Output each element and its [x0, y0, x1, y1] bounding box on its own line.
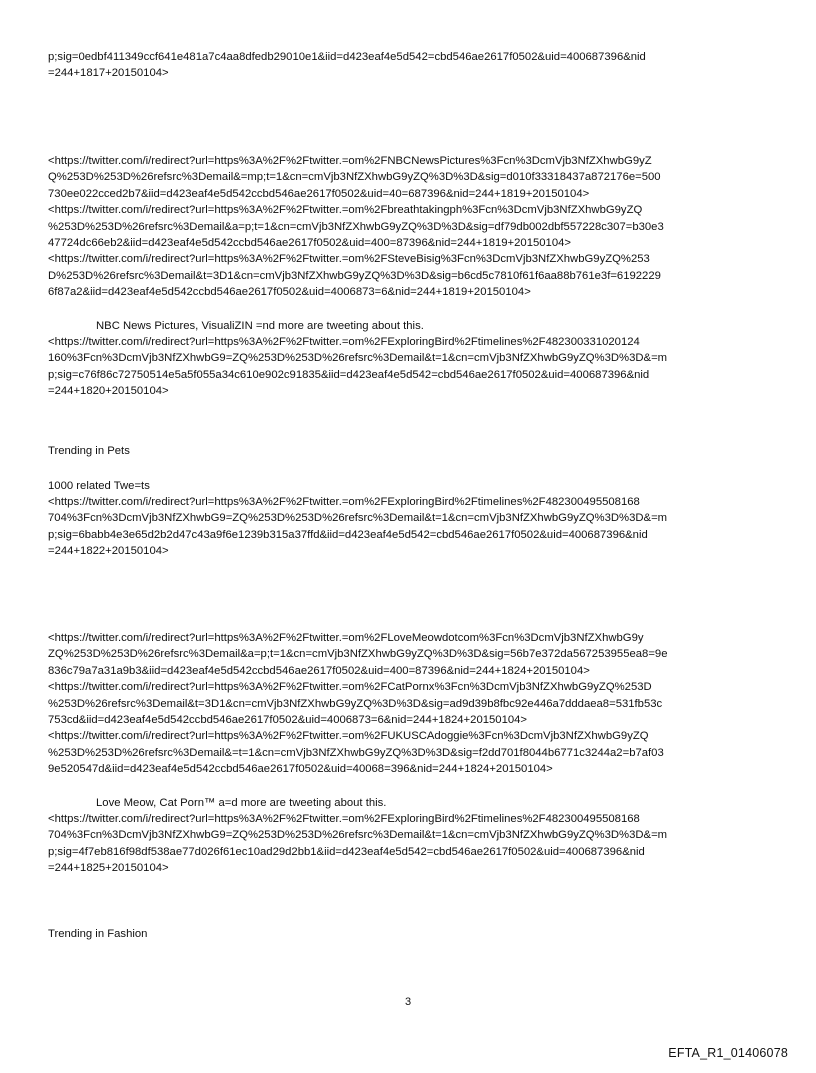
- tweeting-note-2: Love Meow, Cat Porn™ a=d more are tweeting about this.: [96, 797, 387, 809]
- url-block-1: p;sig=0edbf411349ccf641e481a7c4aa8dfedb29010e1&iid=d423eaf4e5d542=cbd546ae2617f0502&uid=400687396&nid =244+1817+20150104>: [48, 51, 646, 80]
- url-block-2-tail: <https://twitter.com/i/redirect?url=https%3A%2F%2Ftwitter.=om%2FExploringBird%2Ftimelines%2F482300331020124 160%3Fcn%3DcmVjb3NfZXhwbG9=ZQ%253D%253D%26refsrc%3Demail&t=1&cn=cmVjb3NfZXhwbG9yZQ%3D%3D&=m p;sig=c76f86c72750514e5a5f055a34c610e902c91835&iid=d423eaf4e5d542=cbd546ae2617f0502&uid=400687396&nid =244+1820+20150104>: [48, 336, 668, 398]
- tweeting-note-1: NBC News Pictures, VisualiZIN =nd more are tweeting about this.: [96, 320, 424, 332]
- url-block-3: <https://twitter.com/i/redirect?url=https%3A%2F%2Ftwitter.=om%2FExploringBird%2Ftimelines%2F482300495508168 704%3Fcn%3DcmVjb3NfZXhwbG9=ZQ%253D%253D%26refsrc%3Demail&t=1&cn=cmVjb3NfZXhwbG9yZQ%3D%3D&=m p;sig=6babb4e3e65d2b2d47c43a9f6e1239b315a37ffd&iid=d423eaf4e5d542=cbd546ae2617f0502&uid=400687396&nid =244+1822+20150104>: [48, 496, 668, 558]
- url-block-2: <https://twitter.com/i/redirect?url=https%3A%2F%2Ftwitter.=om%2FNBCNewsPictures%3Fcn%3DcmVjb3NfZXhwbG9yZ Q%253D%253D%26refsrc%3Demail&=mp;t=1&cn=cmVjb3NfZXhwbG9yZQ%3D%3D&sig=d010f33318437a872176e=500 730ee022cced2b7&iid=d423eaf4e5d542ccbd546ae2617f0502&uid=40=687396&nid=244+1819+20150104> <https://twitter.com/i/redirect?url=https%3A%2F%2Ftwitter.=om%2Fbreathtakingph%3Fcn%3DcmVjb3NfZXhwbG9yZQ %253D%253D%26refsrc%3Demail&a=p;t=1&cn=cmVjb3NfZXhwbG9yZQ%3D%3D&sig=df79db002dbf557228c307=b30e3 47724dc66eb2&iid=d423eaf4e5d542ccbd546ae2617f0502&uid=400=87396&nid=244+1819+20150104> <https://twitter.com/i/redirect?url=https%3A%2F%2Ftwitter.=om%2FSteveBisig%3Fcn%3DcmVjb3NfZXhwbG9yZQ%253 D%253D%26refsrc%3Demail&t=3D1&cn=cmVjb3NfZXhwbG9yZQ%3D%3D&sig=b6cd5c7810f61f6aa88b761e3f=6192229 6f87a2&iid=d423eaf4e5d542ccbd546ae2617f0502&uid=4006873=6&nid=244+1819+20150104>: [48, 155, 664, 299]
- heading-trending-fashion: Trending in Fashion: [48, 928, 148, 940]
- url-block-4: <https://twitter.com/i/redirect?url=https%3A%2F%2Ftwitter.=om%2FLoveMeowdotcom%3Fcn%3DcmVjb3NfZXhwbG9y ZQ%253D%253D%26refsrc%3Demail&a=p;t=1&cn=cmVjb3NfZXhwbG9yZQ%3D%3D&sig=56b7e372da567253955ea8=9e 836c79a7a31a9b3&iid=d423eaf4e5d542ccbd546ae2617f0502&uid=400=87396&nid=244+1824+20150104> <https://twitter.com/i/redirect?url=https%3A%2F%2Ftwitter.=om%2FCatPornx%3Fcn%3DcmVjb3NfZXhwbG9yZQ%253D %253D%26refsrc%3Demail&t=3D1&cn=cmVjb3NfZXhwbG9yZQ%3D%3D&sig=ad9d39b8fbc92e446a7dddaea8=531fb53c 753cd&iid=d423eaf4e5d542ccbd546ae2617f0502&uid=4006873=6&nid=244+1824+20150104> <https://twitter.com/i/redirect?url=https%3A%2F%2Ftwitter.=om%2FUKUSCAdoggie%3Fcn%3DcmVjb3NfZXhwbG9yZQ %253D%253D%26refsrc%3Demail&=t=1&cn=cmVjb3NfZXhwbG9yZQ%3D%3D&sig=f2dd701f8044b6771c3244a2=b7af03 9e520547d&iid=d423eaf4e5d542ccbd546ae2617f0502&uid=40068=396&nid=244+1824+20150104>: [48, 632, 668, 776]
- related-tweets-count: 1000 related Twe=ts: [48, 480, 150, 492]
- heading-trending-pets: Trending in Pets: [48, 445, 130, 457]
- page-number: 3: [404, 996, 412, 1008]
- url-block-4-tail: <https://twitter.com/i/redirect?url=https%3A%2F%2Ftwitter.=om%2FExploringBird%2Ftimelines%2F482300495508168 704%3Fcn%3DcmVjb3NfZXhwbG9=ZQ%253D%253D%26refsrc%3Demail&t=1&cn=cmVjb3NfZXhwbG9yZQ%3D%3D&=m p;sig=4f7eb816f98df538ae77d026f61ec10ad29d2bb1&iid=d423eaf4e5d542=cbd546ae2617f0502&uid=400687396&nid =244+1825+20150104>: [48, 813, 668, 875]
- document-id: EFTA_R1_01406078: [668, 1046, 788, 1060]
